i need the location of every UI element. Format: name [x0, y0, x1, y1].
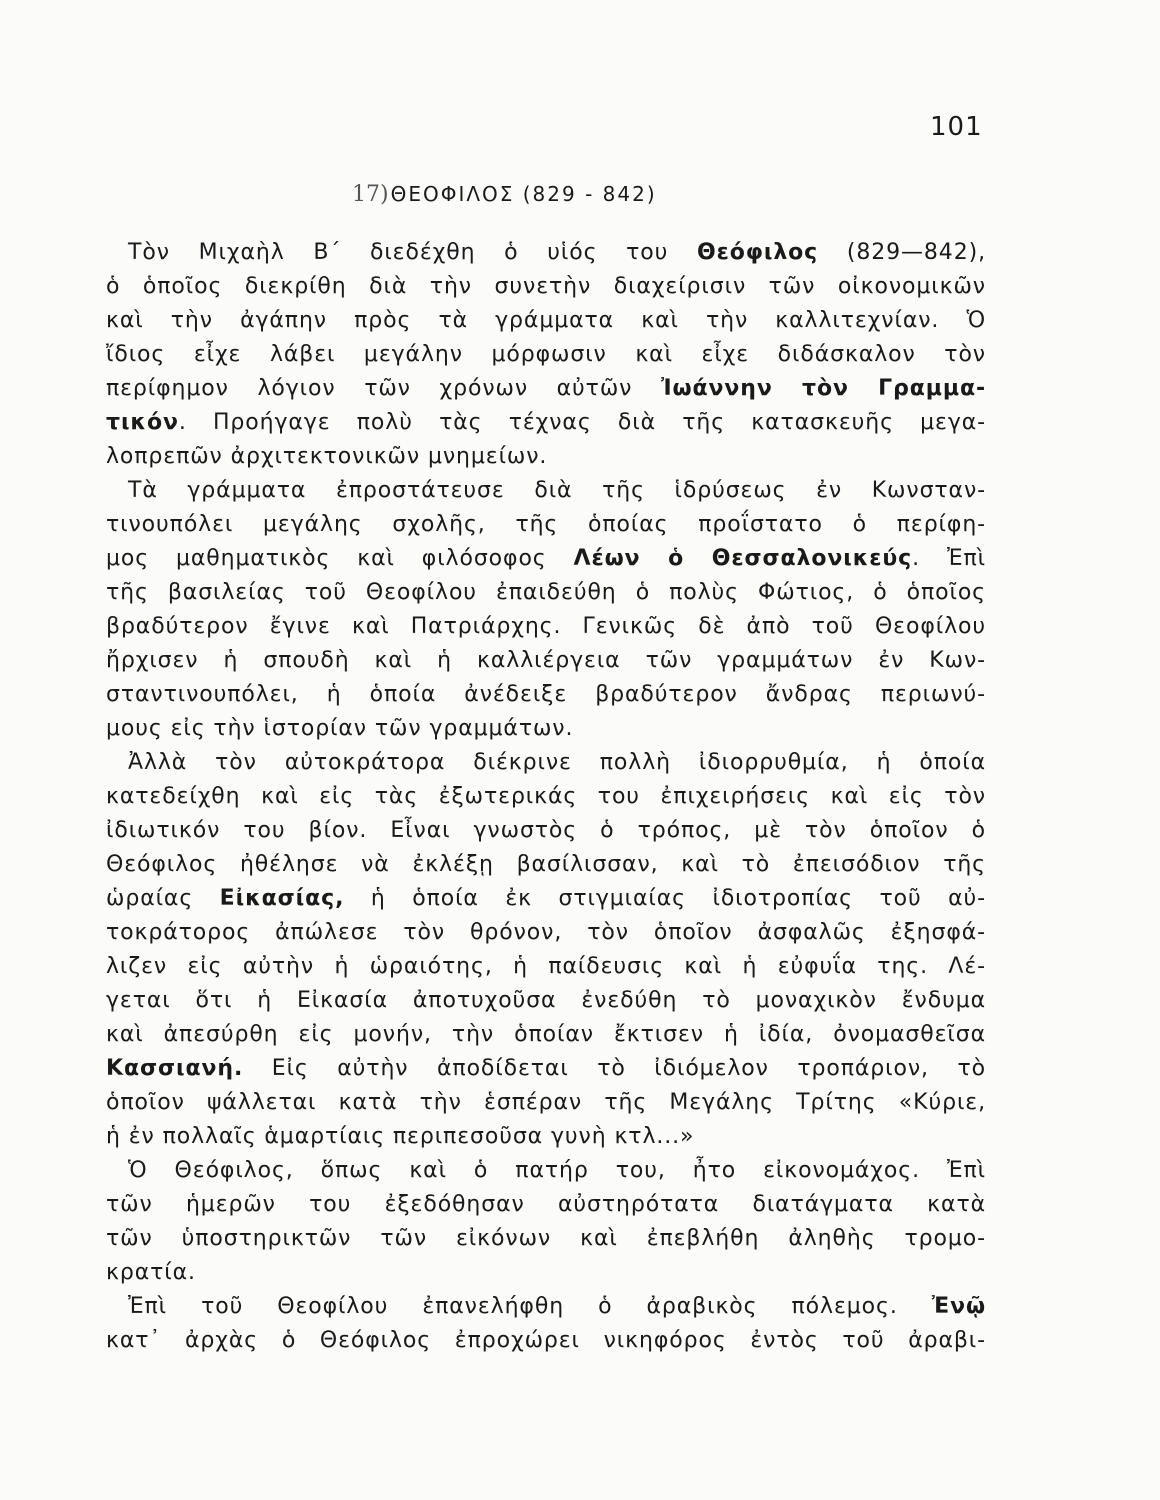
text-span: Ἐπὶ τοῦ Θεοφίλου ἐπανελήφθη ὁ ἀραβικὸς πόλεμος. — [128, 1294, 932, 1319]
bold-name: Λέων ὁ Θεσσαλονικεύς — [573, 546, 913, 571]
text-line — [106, 950, 986, 984]
text-span: . Ἐπὶ — [912, 546, 986, 571]
bold-name: Ἐνῷ — [931, 1294, 986, 1319]
text-span: βραδύτερον ἔγινε καὶ Πατριάρχης. Γενικῶς δὲ ἀπὸ τοῦ Θεοφίλου — [106, 614, 986, 639]
text-line — [106, 1052, 986, 1086]
text-span: τῶν ὑποστηρικτῶν τῶν εἰκόνων καὶ ἐπεβλήθη ἀληθὴς τρομο- — [106, 1226, 986, 1251]
text-span: (829—842), — [818, 240, 986, 265]
text-line — [106, 848, 986, 882]
text-line — [106, 236, 986, 270]
text-line — [106, 1120, 986, 1154]
text-span: Εἰς αὐτὴν ἀποδίδεται τὸ ἰδιόμελον τροπάριον, τὸ — [243, 1056, 986, 1081]
text-line — [106, 338, 986, 372]
text-span: τῆς βασιλείας τοῦ Θεοφίλου ἐπαιδεύθη ὁ πολὺς Φώτιος, ὁ ὁποῖος — [106, 580, 986, 605]
text-line — [106, 1222, 986, 1256]
text-span: ἴδιος εἶχε λάβει μεγάλην μόρφωσιν καὶ εἶχε διδάσκαλον τὸν — [106, 342, 986, 367]
text-line — [106, 644, 986, 678]
text-span: ὁ ὁποῖος διεκρίθη διὰ τὴν συνετὴν διαχείρισιν τῶν οἰκονομικῶν — [106, 274, 986, 299]
text-span: . Προήγαγε πολὺ τὰς τέχνας διὰ τῆς κατασκευῆς μεγα- — [178, 410, 986, 435]
text-line — [106, 440, 986, 474]
text-line — [106, 508, 986, 542]
handwritten-mark: 17) — [352, 182, 389, 207]
text-span: καὶ τὴν ἀγάπην πρὸς τὰ γράμματα καὶ τὴν καλλιτεχνίαν. Ὁ — [106, 308, 986, 333]
text-span: ἡ ὁποία ἐκ στιγμιαίας ἰδιοτροπίας τοῦ αὐ- — [344, 886, 986, 911]
text-line — [106, 270, 986, 304]
text-line — [106, 916, 986, 950]
text-span: κρατία. — [106, 1260, 196, 1285]
text-span: λιζεν εἰς αὐτὴν ἡ ὡραιότης, ἡ παίδευσις καὶ ἡ εὐφυΐα της. Λέ- — [106, 954, 986, 979]
text-span: τῶν ἡμερῶν του ἐξεδόθησαν αὐστηρότατα διατάγματα κατὰ — [106, 1192, 986, 1217]
text-span: περίφημον λόγιον τῶν χρόνων αὐτῶν — [106, 376, 661, 401]
chapter-title: ΘΕΟΦΙΛΟΣ (829 - 842) — [390, 182, 657, 206]
bold-name: Κασσιανή. — [106, 1056, 244, 1081]
text-line — [106, 1086, 986, 1120]
text-line — [106, 746, 986, 780]
text-line — [106, 678, 986, 712]
text-span: Ἀλλὰ τὸν αὐτοκράτορα διέκρινε πολλὴ ἰδιορρυθμία, ἡ ὁποία — [128, 750, 986, 775]
body-text — [106, 236, 986, 1358]
text-span: Θεόφιλος ἠθέλησε νὰ ἐκλέξῃ βασίλισσαν, καὶ τὸ ἐπεισόδιον τῆς — [106, 852, 986, 877]
text-line — [106, 1018, 986, 1052]
text-span: ἡ ἐν πολλαῖς ἁμαρτίαις περιπεσοῦσα γυνὴ κτλ...» — [106, 1124, 695, 1149]
text-span: τοκράτορος ἀπώλεσε τὸν θρόνον, τὸν ὁποῖον ἀσφαλῶς ἐξησφά- — [106, 920, 986, 945]
text-line — [106, 780, 986, 814]
text-line — [106, 474, 986, 508]
text-line — [106, 1154, 986, 1188]
text-span: σταντινουπόλει, ἡ ὁποία ἀνέδειξε βραδύτερον ἄνδρας περιωνύ- — [106, 682, 986, 707]
page-number: 101 — [930, 112, 983, 142]
text-span: κατ᾽ ἀρχὰς ὁ Θεόφιλος ἐπροχώρει νικηφόρος ἐντὸς τοῦ ἀραβι- — [106, 1328, 986, 1353]
bold-name: Εἰκασίας, — [219, 886, 345, 911]
text-span: μος μαθηματικὸς καὶ φιλόσοφος — [106, 546, 574, 571]
text-span: Τὰ γράμματα ἐπροστάτευσε διὰ τῆς ἱδρύσεως ἐν Κωνσταν- — [128, 478, 986, 503]
chapter-heading — [352, 182, 657, 207]
text-span: καὶ ἀπεσύρθη εἰς μονήν, τὴν ὁποίαν ἔκτισεν ἡ ἰδία, ὀνομασθεῖσα — [106, 1022, 986, 1047]
text-span: ἰδιωτικόν του βίον. Εἶναι γνωστὸς ὁ τρόπος, μὲ τὸν ὁποῖον ὁ — [106, 818, 986, 843]
text-line — [106, 372, 986, 406]
text-line — [106, 610, 986, 644]
text-line — [106, 304, 986, 338]
text-line — [106, 814, 986, 848]
text-line — [106, 882, 986, 916]
text-span: Ὁ Θεόφιλος, ὅπως καὶ ὁ πατήρ του, ἦτο εἰκονομάχος. Ἐπὶ — [128, 1158, 986, 1183]
text-line — [106, 1324, 986, 1358]
text-span: ὁποῖον ψάλλεται κατὰ τὴν ἑσπέραν τῆς Μεγάλης Τρίτης «Κύριε, — [106, 1090, 986, 1115]
text-line — [106, 1256, 986, 1290]
text-span: Τὸν Μιχαὴλ Β΄ διεδέχθη ὁ υἱός του — [128, 240, 697, 265]
text-line — [106, 406, 986, 440]
text-line — [106, 542, 986, 576]
text-span: ὡραίας — [106, 886, 220, 911]
text-line — [106, 1188, 986, 1222]
text-span: γεται ὅτι ἡ Εἰκασία ἀποτυχοῦσα ἐνεδύθη τὸ μοναχικὸν ἔνδυμα — [106, 988, 986, 1013]
text-span: μους εἰς τὴν ἱστορίαν τῶν γραμμάτων. — [106, 716, 574, 741]
text-line — [106, 984, 986, 1018]
text-span: ἤρχισεν ἡ σπουδὴ καὶ ἡ καλλιέργεια τῶν γραμμάτων ἐν Κων- — [106, 648, 986, 673]
text-line — [106, 712, 986, 746]
text-line — [106, 1290, 986, 1324]
bold-name: Θεόφιλος — [696, 240, 819, 265]
text-span: λοπρεπῶν ἀρχιτεκτονικῶν μνημείων. — [106, 444, 548, 469]
text-span: κατεδείχθη καὶ εἰς τὰς ἐξωτερικάς του ἐπιχειρήσεις καὶ εἰς τὸν — [106, 784, 986, 809]
text-span: τινουπόλει μεγάλης σχολῆς, τῆς ὁποίας προΐστατο ὁ περίφη- — [106, 512, 986, 537]
bold-name: τικόν — [106, 410, 179, 435]
bold-name: Ἰωάννην τὸν Γραμμα- — [660, 376, 986, 401]
text-line — [106, 576, 986, 610]
